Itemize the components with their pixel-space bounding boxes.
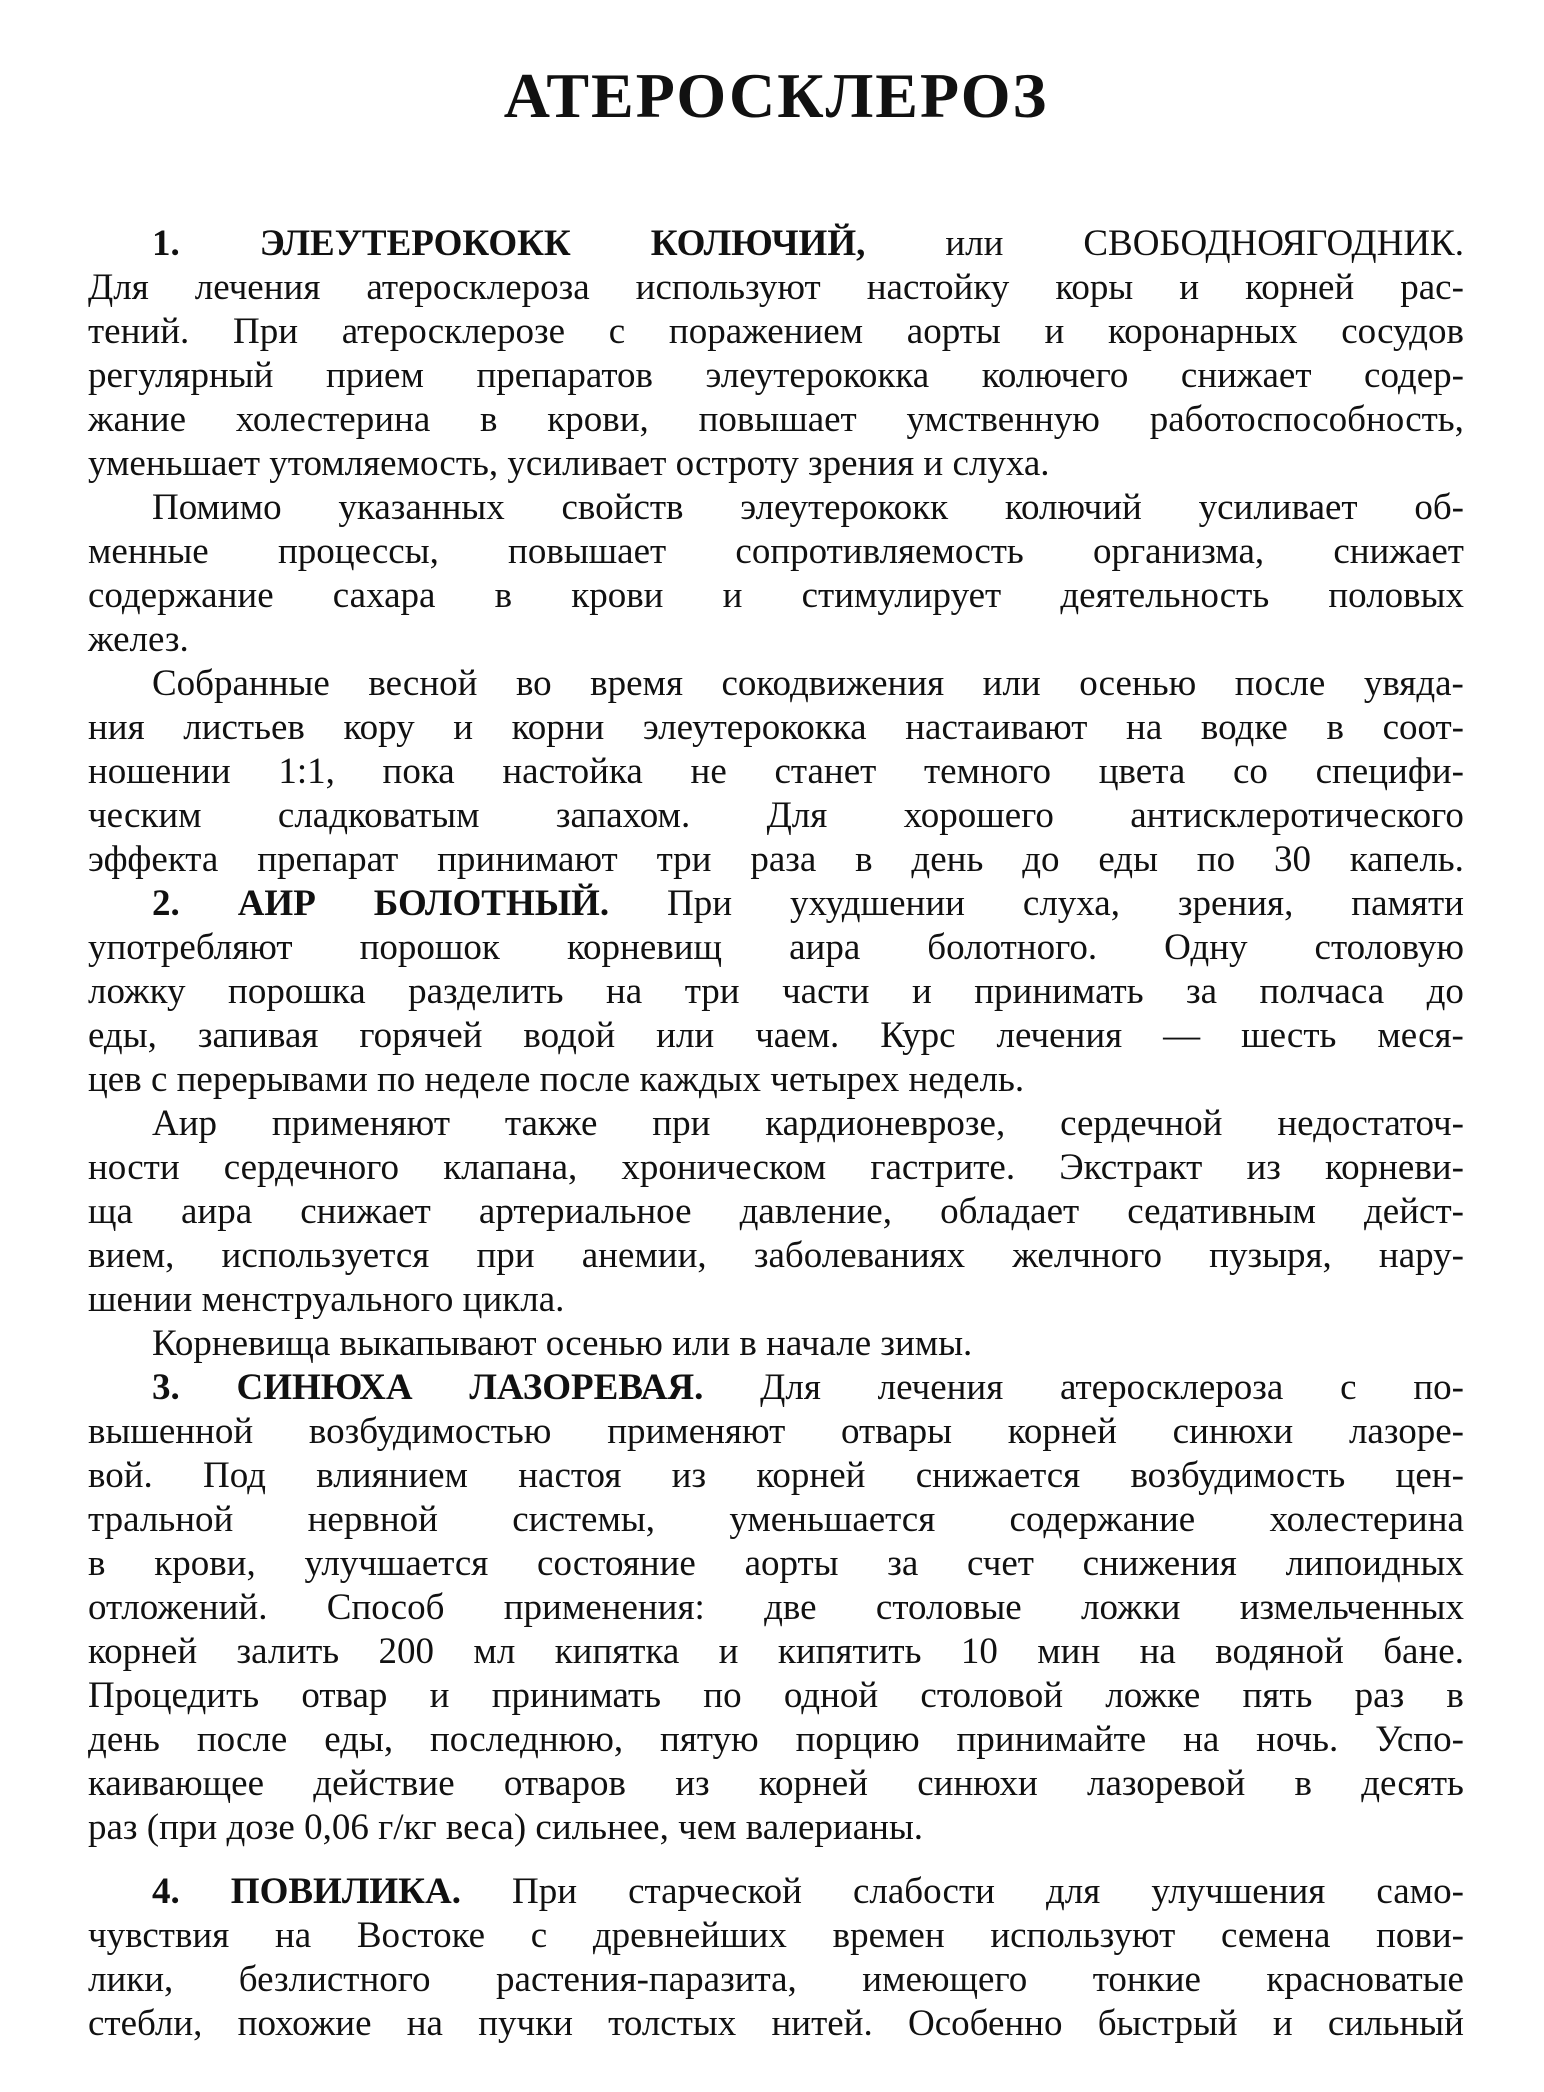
text-line: 4. ПОВИЛИКА. При старческой слабости для улучшения само- <box>152 1871 1464 1912</box>
text-line: в крови, улучшается состояние аорты за счет снижения липоидных <box>88 1543 1464 1584</box>
text-line: отложений. Способ применения: две столовые ложки измельченных <box>88 1587 1464 1628</box>
text-line: ния листьев кору и корни элеутерококка настаивают на водке в соот- <box>88 707 1464 748</box>
text-line <box>88 1806 1464 1850</box>
line-text: Корневища выкапывают осенью или в начале зимы. <box>152 1323 973 1364</box>
text-line: еды, запивая горячей водой или чаем. Курс лечения — шесть меся- <box>88 1015 1464 1056</box>
text-line: чувствия на Востоке с древнейших времен используют семена пови- <box>88 1915 1464 1956</box>
text-line: употребляют порошок корневищ аира болотного. Одну столовую <box>88 927 1464 968</box>
text-line: Помимо указанных свойств элеутерококк колючий усиливает об- <box>152 487 1464 528</box>
page-title: АТЕРОСКЛЕРОЗ <box>503 60 1049 131</box>
line-text: раз (при дозе 0,06 г/кг веса) сильнее, чем валерианы. <box>88 1807 924 1848</box>
text-line <box>88 618 1464 662</box>
text-line: день после еды, последнюю, пятую порцию принимайте на ночь. Успо- <box>88 1719 1464 1760</box>
text-line: 1. ЭЛЕУТЕРОКОКК КОЛЮЧИЙ, или СВОБОДНОЯГОДНИК. <box>152 223 1464 264</box>
text-line: Аир применяют также при кардионеврозе, сердечной недостаточ- <box>152 1103 1464 1144</box>
text-line: ща аира снижает артериальное давление, обладает седативным дейст- <box>88 1191 1464 1232</box>
document-body <box>88 222 1464 2046</box>
text-line: содержание сахара в крови и стимулирует деятельность половых <box>88 575 1464 616</box>
text-line: тений. При атеросклерозе с поражением аорты и коронарных сосудов <box>88 311 1464 352</box>
text-line: эффекта препарат принимают три раза в день до еды по 30 капель. <box>88 839 1464 880</box>
text-line: вышенной возбудимостью применяют отвары корней синюхи лазоре- <box>88 1411 1464 1452</box>
text-line: вой. Под влиянием настоя из корней снижается возбудимость цен- <box>88 1455 1464 1496</box>
text-line <box>88 1322 1464 1366</box>
text-line: каивающее действие отваров из корней синюхи лазоревой в десять <box>88 1763 1464 1804</box>
text-line: вием, используется при анемии, заболеваниях желчного пузыря, нару- <box>88 1235 1464 1276</box>
text-line: Для лечения атеросклероза используют настойку коры и корней рас- <box>88 267 1464 308</box>
text-line: ношении 1:1, пока настойка не станет темного цвета со специфи- <box>88 751 1464 792</box>
text-line: Собранные весной во время сокодвижения или осенью после увяда- <box>152 663 1464 704</box>
text-line <box>88 1278 1464 1322</box>
text-line: Процедить отвар и принимать по одной столовой ложке пять раз в <box>88 1675 1464 1716</box>
text-line: корней залить 200 мл кипятка и кипятить 10 мин на водяной бане. <box>88 1631 1464 1672</box>
text-line: ности сердечного клапана, хроническом гастрите. Экстракт из корневи- <box>88 1147 1464 1188</box>
text-line: ложку порошка разделить на три части и принимать за полчаса до <box>88 971 1464 1012</box>
text-line: менные процессы, повышает сопротивляемость организма, снижает <box>88 531 1464 572</box>
text-line: 2. АИР БОЛОТНЫЙ. При ухудшении слуха, зрения, памяти <box>152 883 1464 924</box>
text-line: тральной нервной системы, уменьшается содержание холестерина <box>88 1499 1464 1540</box>
text-line: жание холестерина в крови, повышает умственную работоспособность, <box>88 399 1464 440</box>
text-line: 3. СИНЮХА ЛАЗОРЕВАЯ. Для лечения атеросклероза с по- <box>152 1367 1464 1408</box>
text-line: лики, безлистного растения-паразита, имеющего тонкие красноватые <box>88 1959 1464 2000</box>
text-line <box>88 442 1464 486</box>
text-line <box>88 1058 1464 1102</box>
text-line: стебли, похожие на пучки толстых нитей. Особенно быстрый и сильный <box>88 2003 1464 2044</box>
text-line: регулярный прием препаратов элеутерококка колючего снижает содер- <box>88 355 1464 396</box>
document-page <box>88 0 1464 2046</box>
line-text: цев с перерывами по неделе после каждых четырех недель. <box>88 1059 1025 1100</box>
line-text: уменьшает утомляемость, усиливает остроту зрения и слуха. <box>88 443 1050 484</box>
text-line: ческим сладковатым запахом. Для хорошего антисклеротического <box>88 795 1464 836</box>
line-text: шении менструального цикла. <box>88 1279 565 1320</box>
line-text: желез. <box>88 619 189 660</box>
